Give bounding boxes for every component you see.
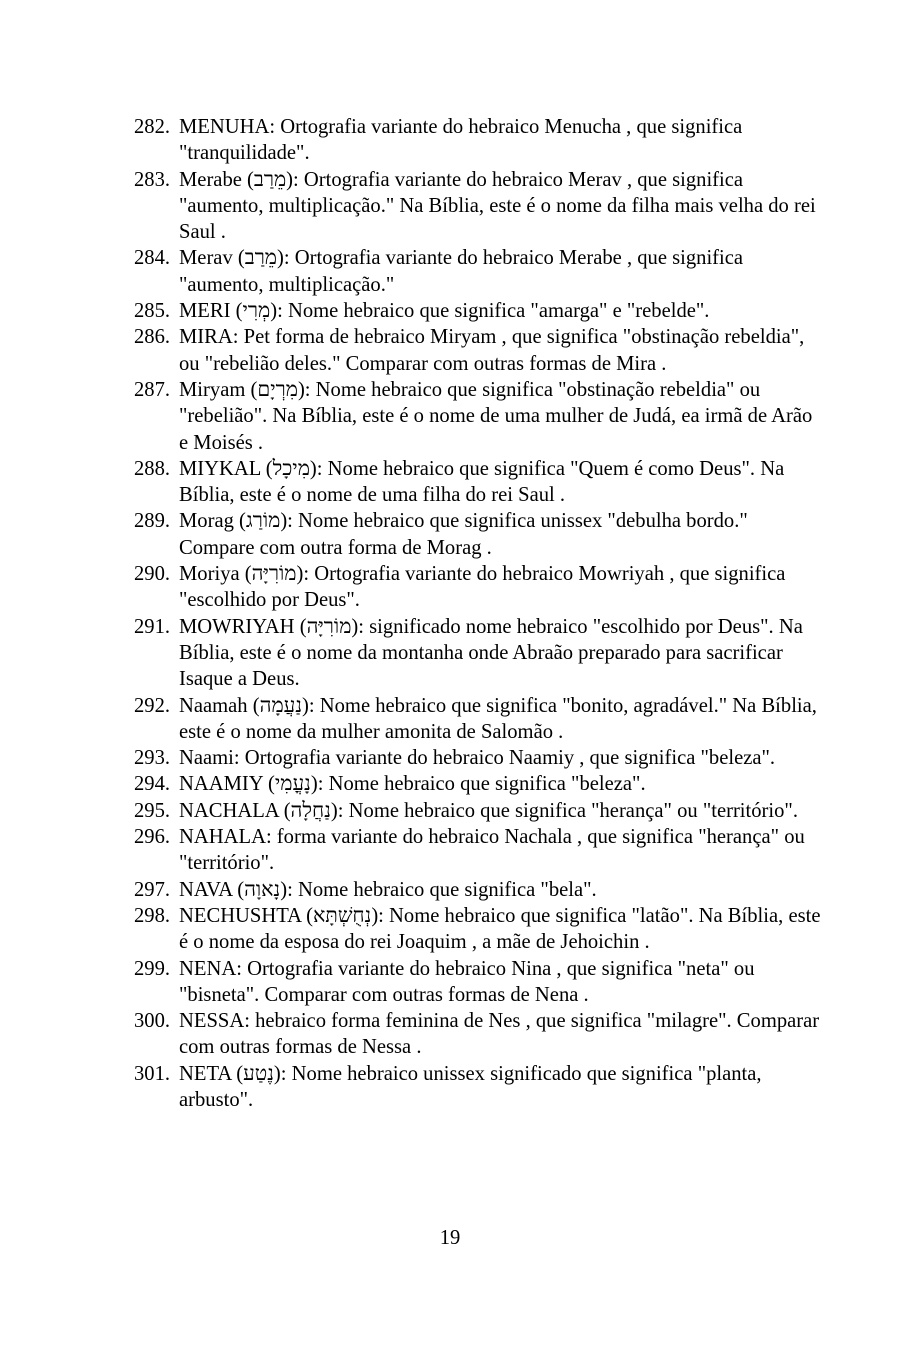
entry-number: 292. xyxy=(134,694,171,717)
entry-text: Moriya (מוֹרִיָּה): Ortografia variante do hebraico Mowriyah , que significa "escolhido por Deus". xyxy=(179,563,786,612)
entry-text: Miryam (מִרְיָם): Nome hebraico que significa "obstinação rebeldia" ou "rebelião". Na Bíblia, este é o nome de uma mulher de Judá, ea irmã de Arão e Moisés . xyxy=(179,378,813,454)
list-item xyxy=(134,693,824,746)
list-item xyxy=(134,824,824,877)
entry-text: NECHUSHTA (נְחֻשְׁתָּא): Nome hebraico que significa "latão". Na Bíblia, este é o nome da esposa do rei Joaquim , a mãe de Jehoichin . xyxy=(179,904,821,954)
list-item xyxy=(134,167,824,246)
entry-text: Merav (מֵרַב): Ortografia variante do hebraico Merabe , que significa "aumento, multiplicação." xyxy=(179,247,744,296)
entry-number: 286. xyxy=(134,326,171,349)
list-item xyxy=(134,114,824,167)
entry-number: 289. xyxy=(134,510,171,533)
list-item xyxy=(134,298,824,324)
list-item xyxy=(134,956,824,1009)
list-item xyxy=(134,508,824,561)
list-item xyxy=(134,798,824,824)
list-item xyxy=(134,903,824,956)
entry-text: NESSA: hebraico forma feminina de Nes , que significa "milagre". Comparar com outras formas de Nessa . xyxy=(179,1010,820,1059)
entry-number: 287. xyxy=(134,378,171,401)
entry-number: 298. xyxy=(134,904,171,927)
entry-text: MERI (מְרִי): Nome hebraico que significa "amarga" e "rebelde". xyxy=(179,300,710,323)
entry-number: 291. xyxy=(134,615,171,638)
entry-number: 297. xyxy=(134,878,171,901)
entry-number: 285. xyxy=(134,300,171,323)
entry-text: Morag (מוֹרַג): Nome hebraico que significa unissex "debulha bordo." Compare com outra forma de Morag . xyxy=(179,510,748,559)
list-item xyxy=(134,377,824,456)
entry-text: NAVA (נָאוָה): Nome hebraico que significa "bela". xyxy=(179,878,597,901)
entry-number: 283. xyxy=(134,168,171,191)
list-item xyxy=(134,456,824,509)
list-item xyxy=(134,745,824,771)
entry-text: Naamah (נַעֲמָה): Nome hebraico que significa "bonito, agradável." Na Bíblia, este é o nome da mulher amonita de Salomão . xyxy=(179,694,817,743)
list-item xyxy=(134,614,824,693)
entry-text: MENUHA: Ortografia variante do hebraico Menucha , que significa "tranquilidade". xyxy=(179,116,743,165)
entry-text: MOWRIYAH (מוֹרִיָּה): significado nome hebraico "escolhido por Deus". Na Bíblia, este é o nome da montanha onde Abraão preparado para sacrificar Isaque a Deus. xyxy=(179,615,803,691)
list-item xyxy=(134,561,824,614)
entry-text: NACHALA (נַחֲלָה): Nome hebraico que significa "herança" ou "território". xyxy=(179,799,798,822)
entry-number: 284. xyxy=(134,247,171,270)
entry-text: MIYKAL (מִיכָל): Nome hebraico que significa "Quem é como Deus". Na Bíblia, este é o nome de uma filha do rei Saul . xyxy=(179,457,785,507)
entry-number: 295. xyxy=(134,799,171,822)
page-number: 19 xyxy=(439,1227,461,1249)
entry-text: NAHALA: forma variante do hebraico Nachala , que significa "herança" ou "território". xyxy=(179,826,805,875)
list-item xyxy=(134,324,824,377)
list-item xyxy=(134,877,824,903)
entry-number: 296. xyxy=(134,826,171,849)
entry-text: Naami: Ortografia variante do hebraico Naamiy , que significa "beleza". xyxy=(179,747,776,770)
entry-text: Merabe (מֵרַב): Ortografia variante do hebraico Merav , que significa "aumento, multiplicação." Na Bíblia, este é o nome da filha mais velha do rei Saul . xyxy=(179,168,816,244)
entry-text: NENA: Ortografia variante do hebraico Nina , que significa "neta" ou "bisneta". Comparar com outras formas de Nena . xyxy=(179,957,755,1006)
entry-number: 294. xyxy=(134,773,171,796)
list-item xyxy=(134,1008,824,1061)
entry-number: 300. xyxy=(134,1010,171,1033)
entry-number: 288. xyxy=(134,457,171,480)
entry-number: 293. xyxy=(134,747,171,770)
entry-text: NETA (נֶטַע): Nome hebraico unissex significado que significa "planta, arbusto". xyxy=(179,1062,762,1111)
list-item xyxy=(134,1061,824,1114)
list-item xyxy=(134,245,824,298)
name-entry-list xyxy=(134,114,824,1113)
entry-number: 299. xyxy=(134,957,171,980)
list-item xyxy=(134,771,824,797)
entry-number: 290. xyxy=(134,563,171,586)
entry-number: 301. xyxy=(134,1062,171,1085)
entry-number: 282. xyxy=(134,116,171,138)
entry-text: NAAMIY (נָעֳמִי): Nome hebraico que significa "beleza". xyxy=(179,773,646,796)
entry-text: MIRA: Pet forma de hebraico Miryam , que significa "obstinação rebeldia", ou "rebelião deles." Comparar com outras formas de Mira . xyxy=(179,326,805,375)
